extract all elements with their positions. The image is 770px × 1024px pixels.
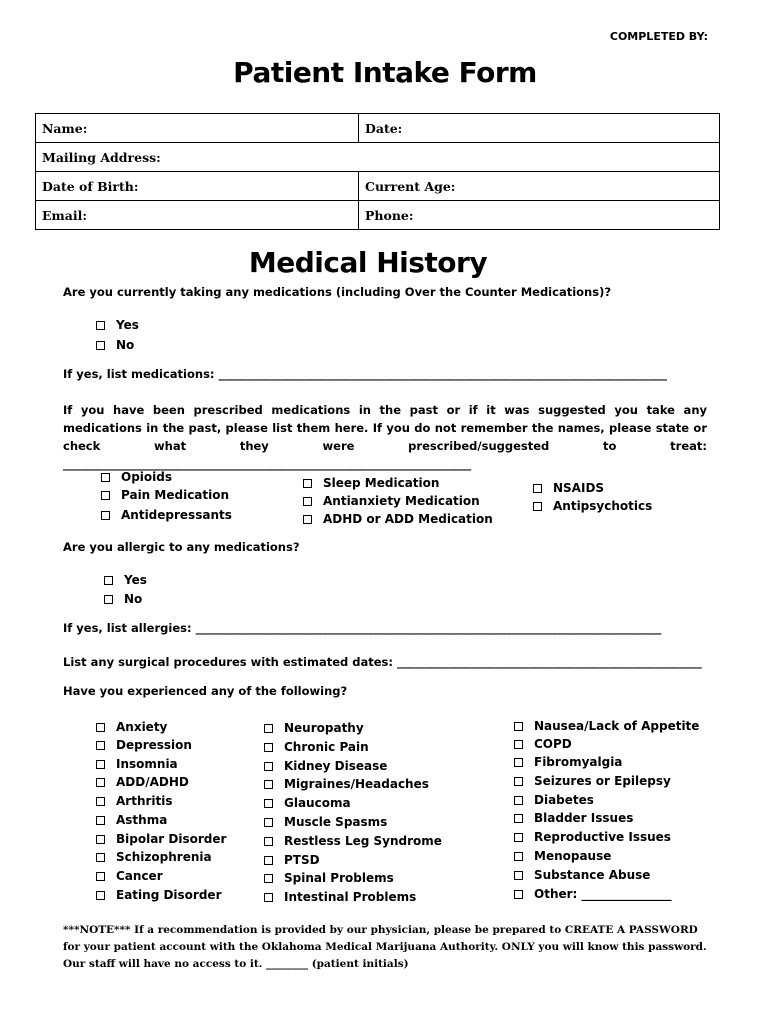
list-medications-line[interactable]: If yes, list medications: ______________________________________________________________________________ [63,367,668,381]
checkbox-label: Anxiety [116,720,168,734]
checkbox-icon[interactable] [514,796,523,805]
checkbox-allergic-yes[interactable] [104,571,147,589]
checkbox-icon[interactable] [104,576,113,585]
checkbox-icon[interactable] [264,762,273,771]
checkbox-label: Substance Abuse [534,868,651,882]
checkbox-medications-no[interactable] [96,336,134,354]
checkbox-icon[interactable] [96,872,105,881]
patient-info-table [35,113,720,230]
checkbox-label: Glaucoma [284,796,351,810]
name-label: Name: [42,120,88,136]
medical-history-title: Medical History [248,246,488,279]
checkbox-icon[interactable] [96,835,105,844]
checkbox-opioids[interactable] [101,468,172,486]
current-age-label: Current Age: [365,178,456,194]
checkbox-icon[interactable] [533,484,542,493]
checkbox-nsaids[interactable] [533,479,604,497]
checkbox-icon[interactable] [101,511,110,520]
checkbox-label: ADD/ADHD [116,775,189,789]
prescribed-paragraph: If you have been prescribed medications in the past or if it was suggested you take any medications in the past, please list them here. If you do not remember the names, please state or check what they were prescribed/suggested to treat: _______________________________________________________________________ [63,403,707,471]
checkbox-icon[interactable] [303,497,312,506]
checkbox-label: Muscle Spasms [284,815,388,829]
checkbox-icon[interactable] [96,723,105,732]
checkbox-icon[interactable] [96,816,105,825]
mailing-address-label: Mailing Address: [42,149,161,165]
checkbox-label: Bladder Issues [534,811,634,825]
checkbox-label: Reproductive Issues [534,830,671,844]
checkbox-icon[interactable] [96,741,105,750]
checkbox-icon[interactable] [264,724,273,733]
checkbox-icon[interactable] [264,856,273,865]
checkbox-bipolar-disorder[interactable] [96,830,226,848]
checkbox-cancer[interactable] [96,867,163,885]
checkbox-label: Antipsychotics [553,499,653,513]
checkbox-icon[interactable] [303,515,312,524]
email-label: Email: [42,207,87,223]
question-experienced: Have you experienced any of the following? [63,684,348,698]
checkbox-label: Chronic Pain [284,740,369,754]
checkbox-migraines-headaches[interactable] [264,775,429,793]
checkbox-asthma[interactable] [96,811,167,829]
checkbox-icon[interactable] [514,740,523,749]
checkbox-restless-leg-syndrome[interactable] [264,832,442,850]
checkbox-label: Cancer [116,869,163,883]
checkbox-label: No [124,592,143,606]
checkbox-eating-disorder[interactable] [96,886,221,904]
checkbox-spinal-problems[interactable] [264,869,394,887]
checkbox-ptsd[interactable] [264,851,320,869]
completed-by-label: COMPLETED BY: [609,30,708,43]
checkbox-diabetes[interactable] [514,791,594,809]
email-field[interactable] [36,201,359,230]
checkbox-icon[interactable] [101,491,110,500]
checkbox-label: ADHD or ADD Medication [323,512,493,526]
checkbox-label: Antidepressants [121,508,232,522]
checkbox-icon[interactable] [101,473,110,482]
checkbox-glaucoma[interactable] [264,794,351,812]
password-note: ***NOTE*** If a recommendation is provided by our physician, please be prepared to CREATE A PASSWORD for your patient account with the Oklahoma Medical Marijuana Authority. ONLY you will know this password. Our staff will have no access to it. ________ (patient initials) [63,924,707,970]
checkbox-label: Other: _______________ [534,887,672,901]
date-label: Date: [365,120,403,136]
checkbox-icon[interactable] [104,595,113,604]
checkbox-antianxiety-medication[interactable] [303,492,480,510]
checkbox-antidepressants[interactable] [101,506,232,524]
checkbox-icon[interactable] [96,853,105,862]
mailing-address-field[interactable] [36,143,720,172]
checkbox-icon[interactable] [264,743,273,752]
checkbox-icon[interactable] [96,321,105,330]
current-age-field[interactable] [359,172,720,201]
checkbox-arthritis[interactable] [96,792,173,810]
checkbox-kidney-disease[interactable] [264,757,387,775]
checkbox-copd[interactable] [514,735,572,753]
checkbox-icon[interactable] [264,837,273,846]
checkbox-label: NSAIDS [553,481,605,495]
checkbox-pain-medication[interactable] [101,486,229,504]
checkbox-icon[interactable] [303,479,312,488]
checkbox-icon[interactable] [514,852,523,861]
checkbox-icon[interactable] [96,778,105,787]
checkbox-icon[interactable] [514,758,523,767]
checkbox-adhd-medication[interactable] [303,510,493,528]
date-of-birth-label: Date of Birth: [42,178,139,194]
checkbox-icon[interactable] [96,891,105,900]
surgical-procedures-line[interactable]: List any surgical procedures with estimated dates: _____________________________________________________ [63,655,702,669]
checkbox-icon[interactable] [514,890,523,899]
checkbox-label: Eating Disorder [116,888,222,902]
checkbox-menopause[interactable] [514,847,611,865]
checkbox-fibromyalgia[interactable] [514,753,622,771]
checkbox-label: COPD [534,737,572,751]
checkbox-label: Yes [116,318,139,332]
question-medications: Are you currently taking any medications (including Over the Counter Medications)? [63,285,612,299]
checkbox-label: Bipolar Disorder [116,832,227,846]
checkbox-icon[interactable] [264,874,273,883]
checkbox-icon[interactable] [514,871,523,880]
checkbox-anxiety[interactable] [96,718,167,736]
checkbox-icon[interactable] [96,797,105,806]
date-of-birth-field[interactable] [36,172,359,201]
checkbox-label: Diabetes [534,793,594,807]
checkbox-icon[interactable] [514,814,523,823]
checkbox-sleep-medication[interactable] [303,474,439,492]
checkbox-label: PTSD [284,853,320,867]
checkbox-label: Menopause [534,849,612,863]
phone-label: Phone: [365,207,414,223]
checkbox-chronic-pain[interactable] [264,738,369,756]
checkbox-label: Neuropathy [284,721,364,735]
checkbox-schizophrenia[interactable] [96,848,212,866]
checkbox-muscle-spasms[interactable] [264,813,387,831]
checkbox-reproductive-issues[interactable] [514,828,671,846]
checkbox-label: Nausea/Lack of Appetite [534,719,700,733]
checkbox-icon[interactable] [96,341,105,350]
checkbox-label: Seizures or Epilepsy [534,774,671,788]
checkbox-icon[interactable] [264,799,273,808]
checkbox-add-adhd[interactable] [96,773,189,791]
checkbox-label: Depression [116,738,192,752]
checkbox-seizures-or-epilepsy[interactable] [514,772,671,790]
checkbox-neuropathy[interactable] [264,719,364,737]
checkbox-icon[interactable] [533,502,542,511]
checkbox-label: Migraines/Headaches [284,777,429,791]
checkbox-other[interactable] [514,885,672,903]
name-field[interactable] [36,114,359,143]
checkbox-insomnia[interactable] [96,755,178,773]
checkbox-label: Asthma [116,813,168,827]
form-title: Patient Intake Form [233,56,537,89]
date-field[interactable] [359,114,720,143]
checkbox-label: Arthritis [116,794,173,808]
checkbox-label: Spinal Problems [284,871,394,885]
checkbox-intestinal-problems[interactable] [264,888,416,906]
checkbox-label: Pain Medication [121,488,230,502]
checkbox-allergic-no[interactable] [104,590,142,608]
checkbox-icon[interactable] [264,780,273,789]
checkbox-medications-yes[interactable] [96,316,139,334]
checkbox-icon[interactable] [264,893,273,902]
list-allergies-line[interactable]: If yes, list allergies: _________________________________________________________________________________ [63,621,662,635]
checkbox-label: Insomnia [116,757,178,771]
checkbox-icon[interactable] [514,722,523,731]
phone-field[interactable] [359,201,720,230]
checkbox-label: Sleep Medication [323,476,440,490]
checkbox-label: Antianxiety Medication [323,494,480,508]
checkbox-label: No [116,338,135,352]
checkbox-nausea-lack-of-appetite[interactable] [514,717,699,735]
checkbox-label: Restless Leg Syndrome [284,834,442,848]
checkbox-bladder-issues[interactable] [514,809,633,827]
checkbox-icon[interactable] [514,833,523,842]
checkbox-icon[interactable] [96,760,105,769]
checkbox-label: Intestinal Problems [284,890,417,904]
checkbox-label: Opioids [121,470,172,484]
checkbox-icon[interactable] [514,777,523,786]
question-allergic: Are you allergic to any medications? [63,540,300,554]
checkbox-antipsychotics[interactable] [533,497,652,515]
checkbox-icon[interactable] [264,818,273,827]
checkbox-label: Schizophrenia [116,850,212,864]
checkbox-label: Fibromyalgia [534,755,623,769]
checkbox-label: Kidney Disease [284,759,388,773]
checkbox-label: Yes [124,573,147,587]
checkbox-depression[interactable] [96,736,192,754]
checkbox-substance-abuse[interactable] [514,866,650,884]
